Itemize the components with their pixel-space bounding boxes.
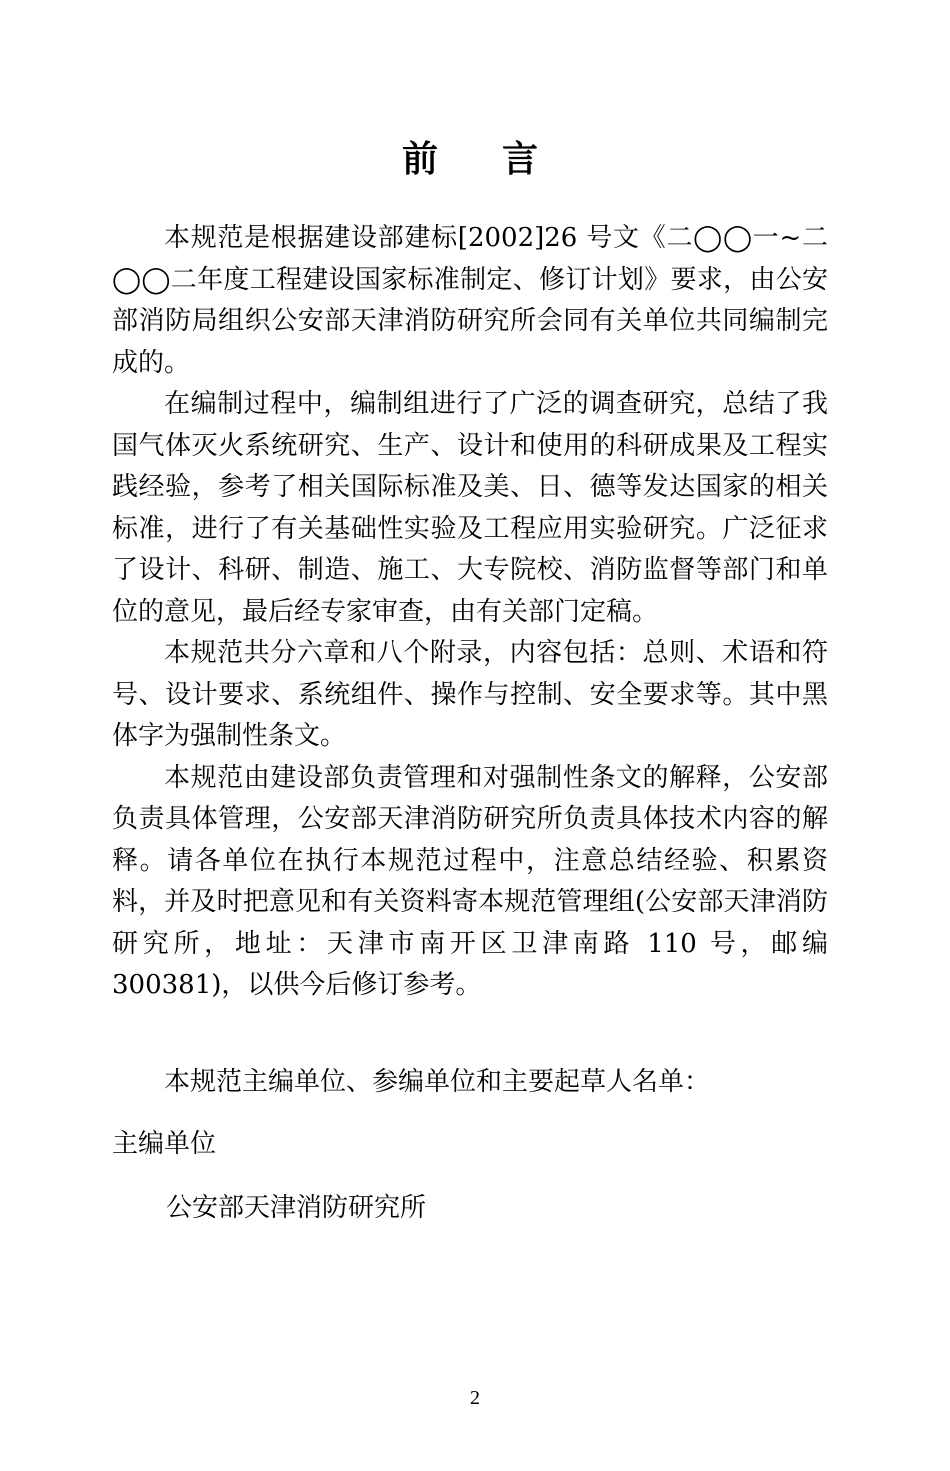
document-page — [112, 0, 828, 1471]
paragraph-process: 在编制过程中，编制组进行了广泛的调查研究，总结了我国气体灭火系统研究、生产、设计和使用的科研成果及工程实践经验，参考了相关国际标准及美、日、德等发达国家的相关标准，进行了有关基础性实验及工程应用实验研究。广泛征求了设计、科研、制造、施工、大专院校、消防监督等部门和单位的意见，最后经专家审查，由有关部门定稿。 — [112, 389, 828, 627]
paragraph-basis: 本规范是根据建设部建标[2002]26 号文《二◯◯一~二◯◯二年度工程建设国家标准制定、修订计划》要求，由公安部消防局组织公安部天津消防研究所会同有关单位共同编制完成的。 — [112, 223, 828, 378]
chief-editor-label: 主编单位 — [112, 1129, 217, 1159]
page-number: 2 — [470, 1387, 480, 1409]
preface-body — [112, 218, 828, 1007]
chief-editor-name: 公安部天津消防研究所 — [166, 1193, 427, 1223]
contributors-heading: 本规范主编单位、参编单位和主要起草人名单： — [164, 1067, 711, 1097]
paragraph-management: 本规范由建设部负责管理和对强制性条文的解释，公安部负责具体管理，公安部天津消防研究所负责具体技术内容的解释。请各单位在执行本规范过程中，注意总结经验、积累资料，并及时把意见和有关资料寄本规范管理组(公安部天津消防研究所，地址：天津市南开区卫津南路 110 号，邮编 300381)，以供今后修订参考。 — [112, 762, 828, 1000]
page-title: 前言 — [401, 138, 602, 180]
paragraph-contents: 本规范共分六章和八个附录，内容包括：总则、术语和符号、设计要求、系统组件、操作与控制、安全要求等。其中黑体字为强制性条文。 — [112, 638, 828, 751]
